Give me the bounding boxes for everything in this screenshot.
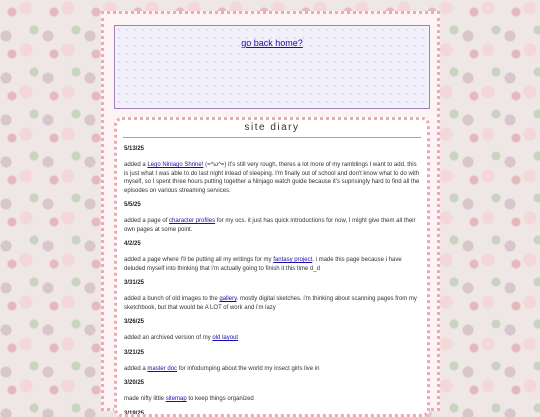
entry-text-pre: added a <box>124 365 148 372</box>
diary-title: site diary <box>123 122 421 138</box>
diary-entry <box>124 319 420 343</box>
fantasy-project-link[interactable]: fantasy project <box>273 257 313 263</box>
entry-date: 3/19/25 <box>124 410 145 417</box>
entry-date: 5/5/25 <box>124 202 141 208</box>
entry-text-pre: added a page of <box>124 218 170 224</box>
entry-text <box>124 334 420 343</box>
gallery-link[interactable]: gallery <box>219 296 237 302</box>
character-profiles-link[interactable]: character profiles <box>169 218 216 224</box>
entry-text <box>124 365 420 374</box>
entry-text-pre: added a bunch of old images to the <box>124 296 220 302</box>
entry-date: 5/13/25 <box>124 146 145 152</box>
entry-date: 4/2/25 <box>124 241 141 247</box>
entry-text <box>124 161 420 195</box>
master-doc-link[interactable]: master doc <box>147 365 178 372</box>
old-layout-link[interactable]: old layout <box>212 335 239 341</box>
entry-text-post: for infodumping about the world my insect girls live in <box>177 365 320 372</box>
diary-entry <box>124 380 420 404</box>
entry-text-pre: added a page where I'll be putting all my writings for my <box>124 257 274 263</box>
entry-text-post: to keep things organized <box>186 396 254 402</box>
entry-text <box>124 217 420 234</box>
diary-entry <box>124 202 420 234</box>
diary-entry <box>124 411 420 417</box>
diary-entry <box>124 241 420 273</box>
entry-text-pre: made nifty little <box>124 396 166 402</box>
header-banner <box>114 25 430 109</box>
entry-text <box>124 256 420 273</box>
entry-text-post: (=^ω^=) it's still very rough, theres a lot more of my ramblings I want to add. this is just what I was able to do last night intead of sleeping. I'm finally out of school and don't know what to do with myself, so I spent three hours putting together a Ninjago watch guide because it's suprisingly hard to find all the episodes on various streaming services. <box>124 162 420 194</box>
entry-text <box>124 295 420 312</box>
diary-entry <box>124 146 420 195</box>
diary-entry <box>124 280 420 312</box>
entry-text-post: . i made this page because i have deluded myself into thinking that i'm actually going to finish it this time d_d <box>124 257 402 272</box>
site-diary-panel <box>114 117 430 417</box>
entry-text <box>124 395 420 404</box>
page-container <box>101 11 440 417</box>
diary-entries <box>117 138 427 417</box>
entry-text-pre: added an archived version of my <box>124 335 213 341</box>
entry-text-pre: added a <box>124 162 148 168</box>
go-back-home-link[interactable]: go back home? <box>241 38 303 48</box>
sitemap-link[interactable]: sitemap <box>165 396 187 402</box>
entry-date: 3/26/25 <box>124 319 145 325</box>
entry-text-post: for my ocs. it just has quick introductions for now, I might give them all their own pages at some point. <box>124 218 416 233</box>
entry-date: 3/20/25 <box>124 380 145 386</box>
entry-date: 3/31/25 <box>124 280 145 286</box>
entry-text-post: . mostly digital sketches. i'm thinking about scanning pages from my sketchbook, but that would be A LOT of work and i'm lazy <box>124 296 417 311</box>
lego-ninjago-shrine-link[interactable]: Lego Niniago Shrine! <box>147 162 204 168</box>
diary-entry <box>124 350 420 374</box>
entry-date: 3/21/25 <box>124 349 145 356</box>
